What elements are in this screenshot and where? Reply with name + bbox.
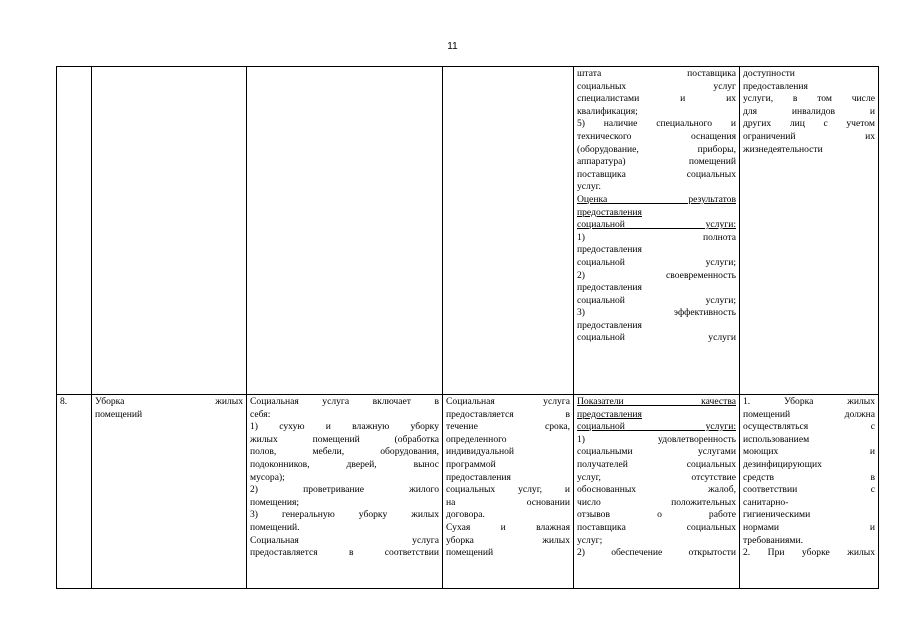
- cell-line: социальной услуги;: [577, 294, 736, 306]
- table-row: [57, 67, 879, 395]
- cell-line: помещений.: [250, 521, 300, 533]
- cell-line: предоставления: [577, 244, 642, 256]
- cell-line: Социальная услуга включает в: [250, 396, 439, 407]
- cell-line: 8.: [60, 396, 68, 407]
- cell-line: услуг, отсутствие: [577, 471, 736, 483]
- cell-line: Оценка результатов: [577, 193, 736, 205]
- cell-line: штата поставщика: [577, 68, 736, 79]
- cell-line: договора.: [446, 509, 485, 521]
- cell-line: жилых помещений (обработка: [250, 433, 439, 445]
- quality-indicators-cell: [574, 67, 740, 395]
- cell-line: моющих и: [743, 446, 875, 458]
- cell-line: мусора);: [250, 471, 285, 483]
- cell-line: соответствии с: [743, 484, 875, 496]
- cell-line: предоставления: [577, 206, 642, 218]
- cell-line: нормами и: [743, 521, 875, 533]
- cell-line: предоставляется в: [446, 408, 570, 420]
- cell-line: 2) проветривание жилого: [250, 484, 439, 496]
- table-row: [57, 395, 879, 589]
- service-description-cell: [247, 67, 443, 395]
- cell-line: квалификация;: [577, 105, 638, 117]
- cell-line: социальной услуги:: [577, 421, 736, 433]
- conditions-cell: [740, 395, 879, 589]
- cell-line: предоставления: [577, 282, 642, 294]
- cell-line: помещений: [95, 408, 143, 420]
- cell-line: услуги, в том числе: [743, 93, 875, 105]
- cell-line: предоставления: [577, 408, 642, 420]
- cell-line: 1) сухую и влажную уборку: [250, 421, 439, 433]
- cell-line: 2. При уборке жилых: [743, 547, 875, 559]
- cell-line: ограничений их: [743, 130, 875, 142]
- cell-line: социальных услуг, и: [446, 484, 570, 496]
- service-terms-cell: [443, 67, 574, 395]
- cell-line: помещений: [446, 547, 494, 559]
- cell-line: число положительных: [577, 496, 736, 508]
- row-number-cell: [57, 67, 92, 395]
- cell-line: социальной услуги: [577, 332, 736, 344]
- cell-line: индивидуальной: [446, 446, 515, 458]
- conditions-cell: [740, 67, 879, 395]
- cell-line: дезинфицирующих: [743, 458, 822, 470]
- cell-line: осуществляться с: [743, 421, 875, 433]
- cell-line: предоставления: [743, 80, 808, 92]
- cell-line: гигиеническими: [743, 509, 811, 521]
- cell-line: Социальная услуга: [250, 534, 439, 546]
- cell-line: средств в: [743, 471, 875, 483]
- cell-line: предоставляется в соответствии: [250, 547, 439, 559]
- cell-line: 5) наличие специального и: [577, 118, 736, 130]
- cell-line: Социальная услуга: [446, 396, 570, 407]
- cell-line: 2) обеспечение открытости: [577, 547, 736, 559]
- services-table: [56, 66, 879, 589]
- cell-line: Уборка жилых: [95, 396, 243, 407]
- cell-line: других лиц с учетом: [743, 118, 875, 130]
- page-number: 11: [447, 41, 458, 52]
- cell-line: поставщика социальных: [577, 521, 736, 533]
- cell-line: помещений должна: [743, 408, 875, 420]
- cell-line: требованиями.: [743, 534, 803, 546]
- cell-line: обоснованных жалоб,: [577, 484, 736, 496]
- cell-line: социальными услугами: [577, 446, 736, 458]
- cell-line: социальных услуг: [577, 80, 736, 92]
- cell-line: (оборудование, приборы,: [577, 143, 736, 155]
- cell-line: Сухая и влажная: [446, 521, 570, 533]
- cell-line: услуг;: [577, 534, 603, 546]
- cell-line: предоставления: [577, 319, 642, 331]
- cell-line: поставщика социальных: [577, 168, 736, 180]
- service-terms-cell: [443, 395, 574, 589]
- cell-line: подоконников, дверей, вынос: [250, 458, 439, 470]
- cell-line: определенного: [446, 433, 507, 445]
- cell-line: аппаратура) помещений: [577, 156, 736, 168]
- cell-line: уборка жилых: [446, 534, 570, 546]
- cell-line: доступности: [743, 68, 795, 79]
- cell-line: использованием: [743, 433, 810, 445]
- cell-line: услуг.: [577, 181, 601, 193]
- cell-line: себя:: [250, 408, 271, 420]
- row-number-cell: [57, 395, 92, 589]
- cell-line: программой: [446, 458, 496, 470]
- cell-line: 3) эффективность: [577, 307, 736, 319]
- cell-line: социальной услуги;: [577, 256, 736, 268]
- service-name-cell: [92, 67, 247, 395]
- cell-line: полов, мебели, оборудования,: [250, 446, 439, 458]
- cell-line: санитарно-: [743, 496, 789, 508]
- cell-line: отзывов о работе: [577, 509, 736, 521]
- cell-line: для инвалидов и: [743, 105, 875, 117]
- cell-line: 1. Уборка жилых: [743, 396, 875, 407]
- cell-line: на основании: [446, 496, 570, 508]
- cell-line: 1) полнота: [577, 231, 736, 243]
- cell-line: Показатели качества: [577, 396, 736, 407]
- cell-line: получателей социальных: [577, 458, 736, 470]
- service-name-cell: [92, 395, 247, 589]
- quality-indicators-cell: [574, 395, 740, 589]
- cell-line: течение срока,: [446, 421, 570, 433]
- cell-line: 1) удовлетворенность: [577, 433, 736, 445]
- cell-line: социальной услуги:: [577, 219, 736, 231]
- cell-line: предоставления: [446, 471, 511, 483]
- cell-line: 3) генеральную уборку жилых: [250, 509, 439, 521]
- cell-line: специалистами и их: [577, 93, 736, 105]
- service-description-cell: [247, 395, 443, 589]
- cell-line: технического оснащения: [577, 130, 736, 142]
- cell-line: помещения;: [250, 496, 300, 508]
- cell-line: 2) своевременность: [577, 269, 736, 281]
- cell-line: жизнедеятельности: [743, 143, 823, 155]
